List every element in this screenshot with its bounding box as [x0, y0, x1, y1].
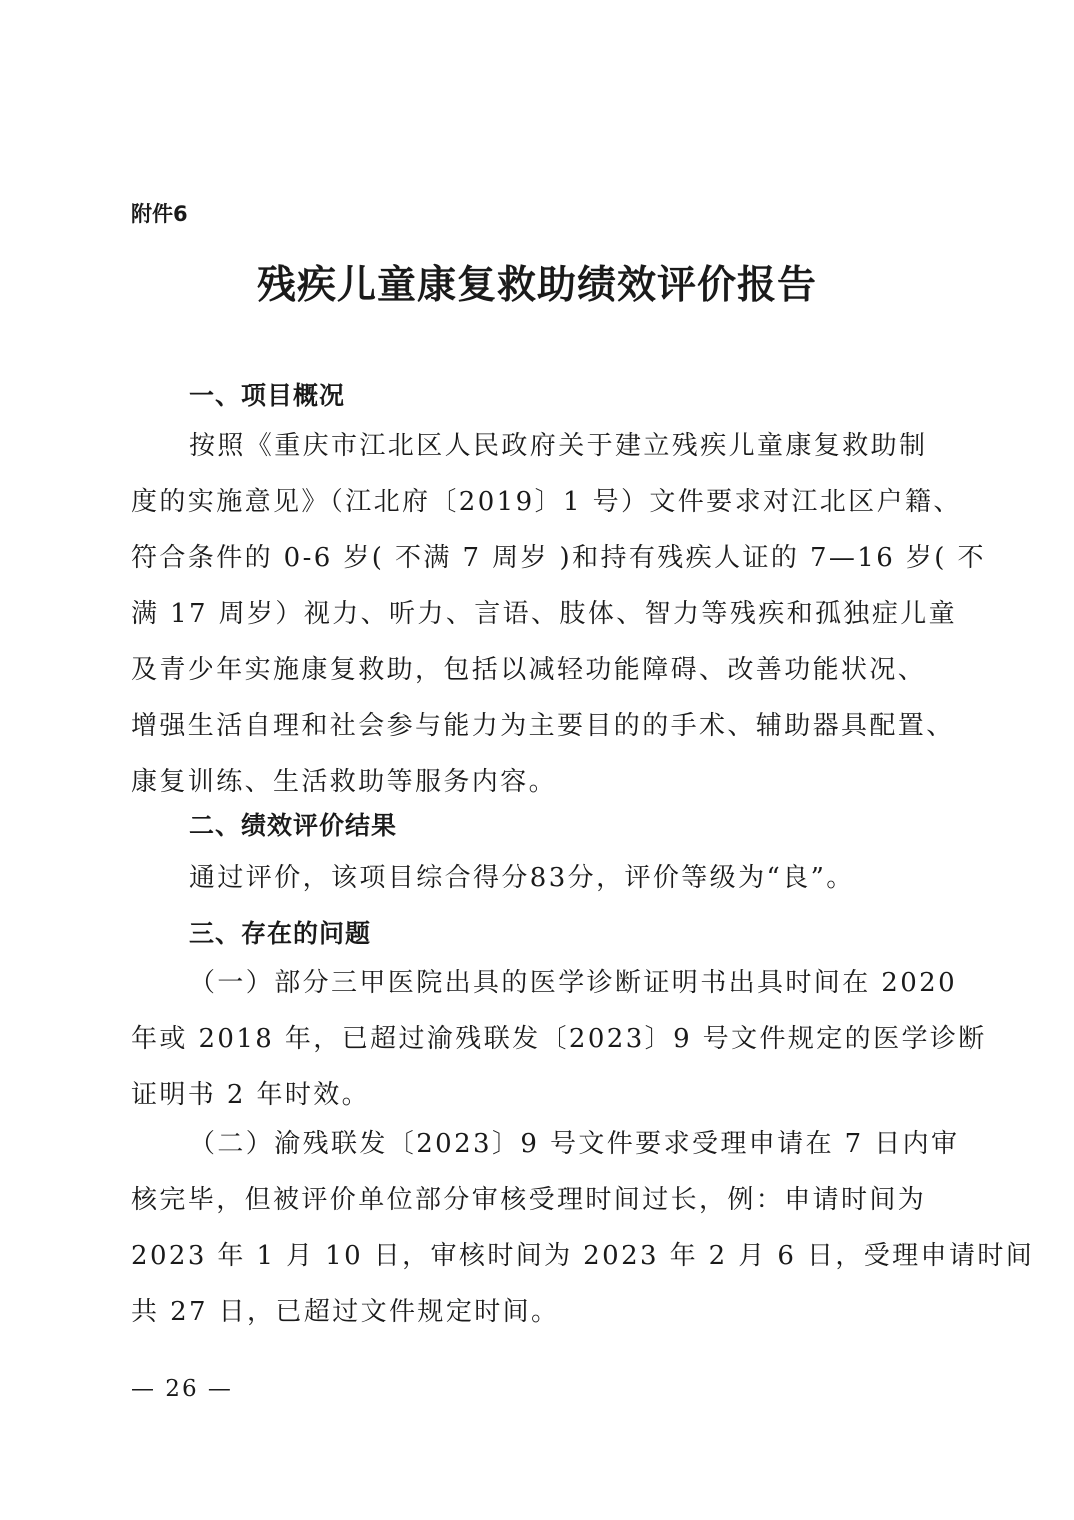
paragraph-line: 增强生活自理和社会参与能力为主要目的的手术、辅助器具配置、: [131, 711, 955, 741]
paragraph-line: （一）部分三甲医院出具的医学诊断证明书出具时间在 2020: [189, 968, 958, 998]
section-results-paragraph: [131, 850, 943, 906]
section-heading-overview: 一、项目概况: [189, 381, 346, 410]
section-heading-results: 二、绩效评价结果: [189, 811, 398, 840]
paragraph-line: 满 17 周岁）视力、听力、言语、肢体、智力等残疾和孤独症儿童: [131, 599, 958, 629]
document-title: 残疾儿童康复救助绩效评价报告: [256, 262, 817, 308]
page-number: — 26 —: [131, 1376, 233, 1402]
paragraph-line: 证明书 2 年时效。: [131, 1080, 371, 1110]
paragraph-line: 及青少年实施康复救助，包括以减轻功能障碍、改善功能状况、: [131, 655, 927, 685]
paragraph-line: 康复训练、生活救助等服务内容。: [131, 767, 558, 797]
problem-paragraph-1: [131, 955, 987, 1123]
paragraph-line: 年或 2018 年，已超过渝残联发〔2023〕9 号文件规定的医学诊断: [131, 1024, 987, 1054]
paragraph-line: 度的实施意见》（江北府〔2019〕1 号）文件要求对江北区户籍、: [131, 487, 962, 517]
paragraph-line: 按照《重庆市江北区人民政府关于建立残疾儿童康复救助制: [189, 431, 928, 461]
paragraph-line: 2023 年 1 月 10 日，审核时间为 2023 年 2 月 6 日，受理申请时间: [131, 1241, 1035, 1271]
paragraph-line: 核完毕，但被评价单位部分审核受理时间过长，例：申请时间为: [131, 1185, 927, 1215]
attachment-label: 附件6: [131, 202, 188, 226]
paragraph-line: 共 27 日，已超过文件规定时间。: [131, 1297, 560, 1327]
paragraph-line: 通过评价，该项目综合得分83分，评价等级为“良”。: [189, 863, 855, 893]
section-overview-paragraph: [131, 418, 986, 810]
paragraph-line: （二）渝残联发〔2023〕9 号文件要求受理申请在 7 日内审: [189, 1129, 960, 1159]
section-heading-problems: 三、存在的问题: [189, 919, 372, 948]
problem-paragraph-2: [131, 1116, 1035, 1340]
paragraph-line: 符合条件的 0-6 岁( 不满 7 周岁 )和持有残疾人证的 7—16 岁( 不: [131, 543, 986, 573]
